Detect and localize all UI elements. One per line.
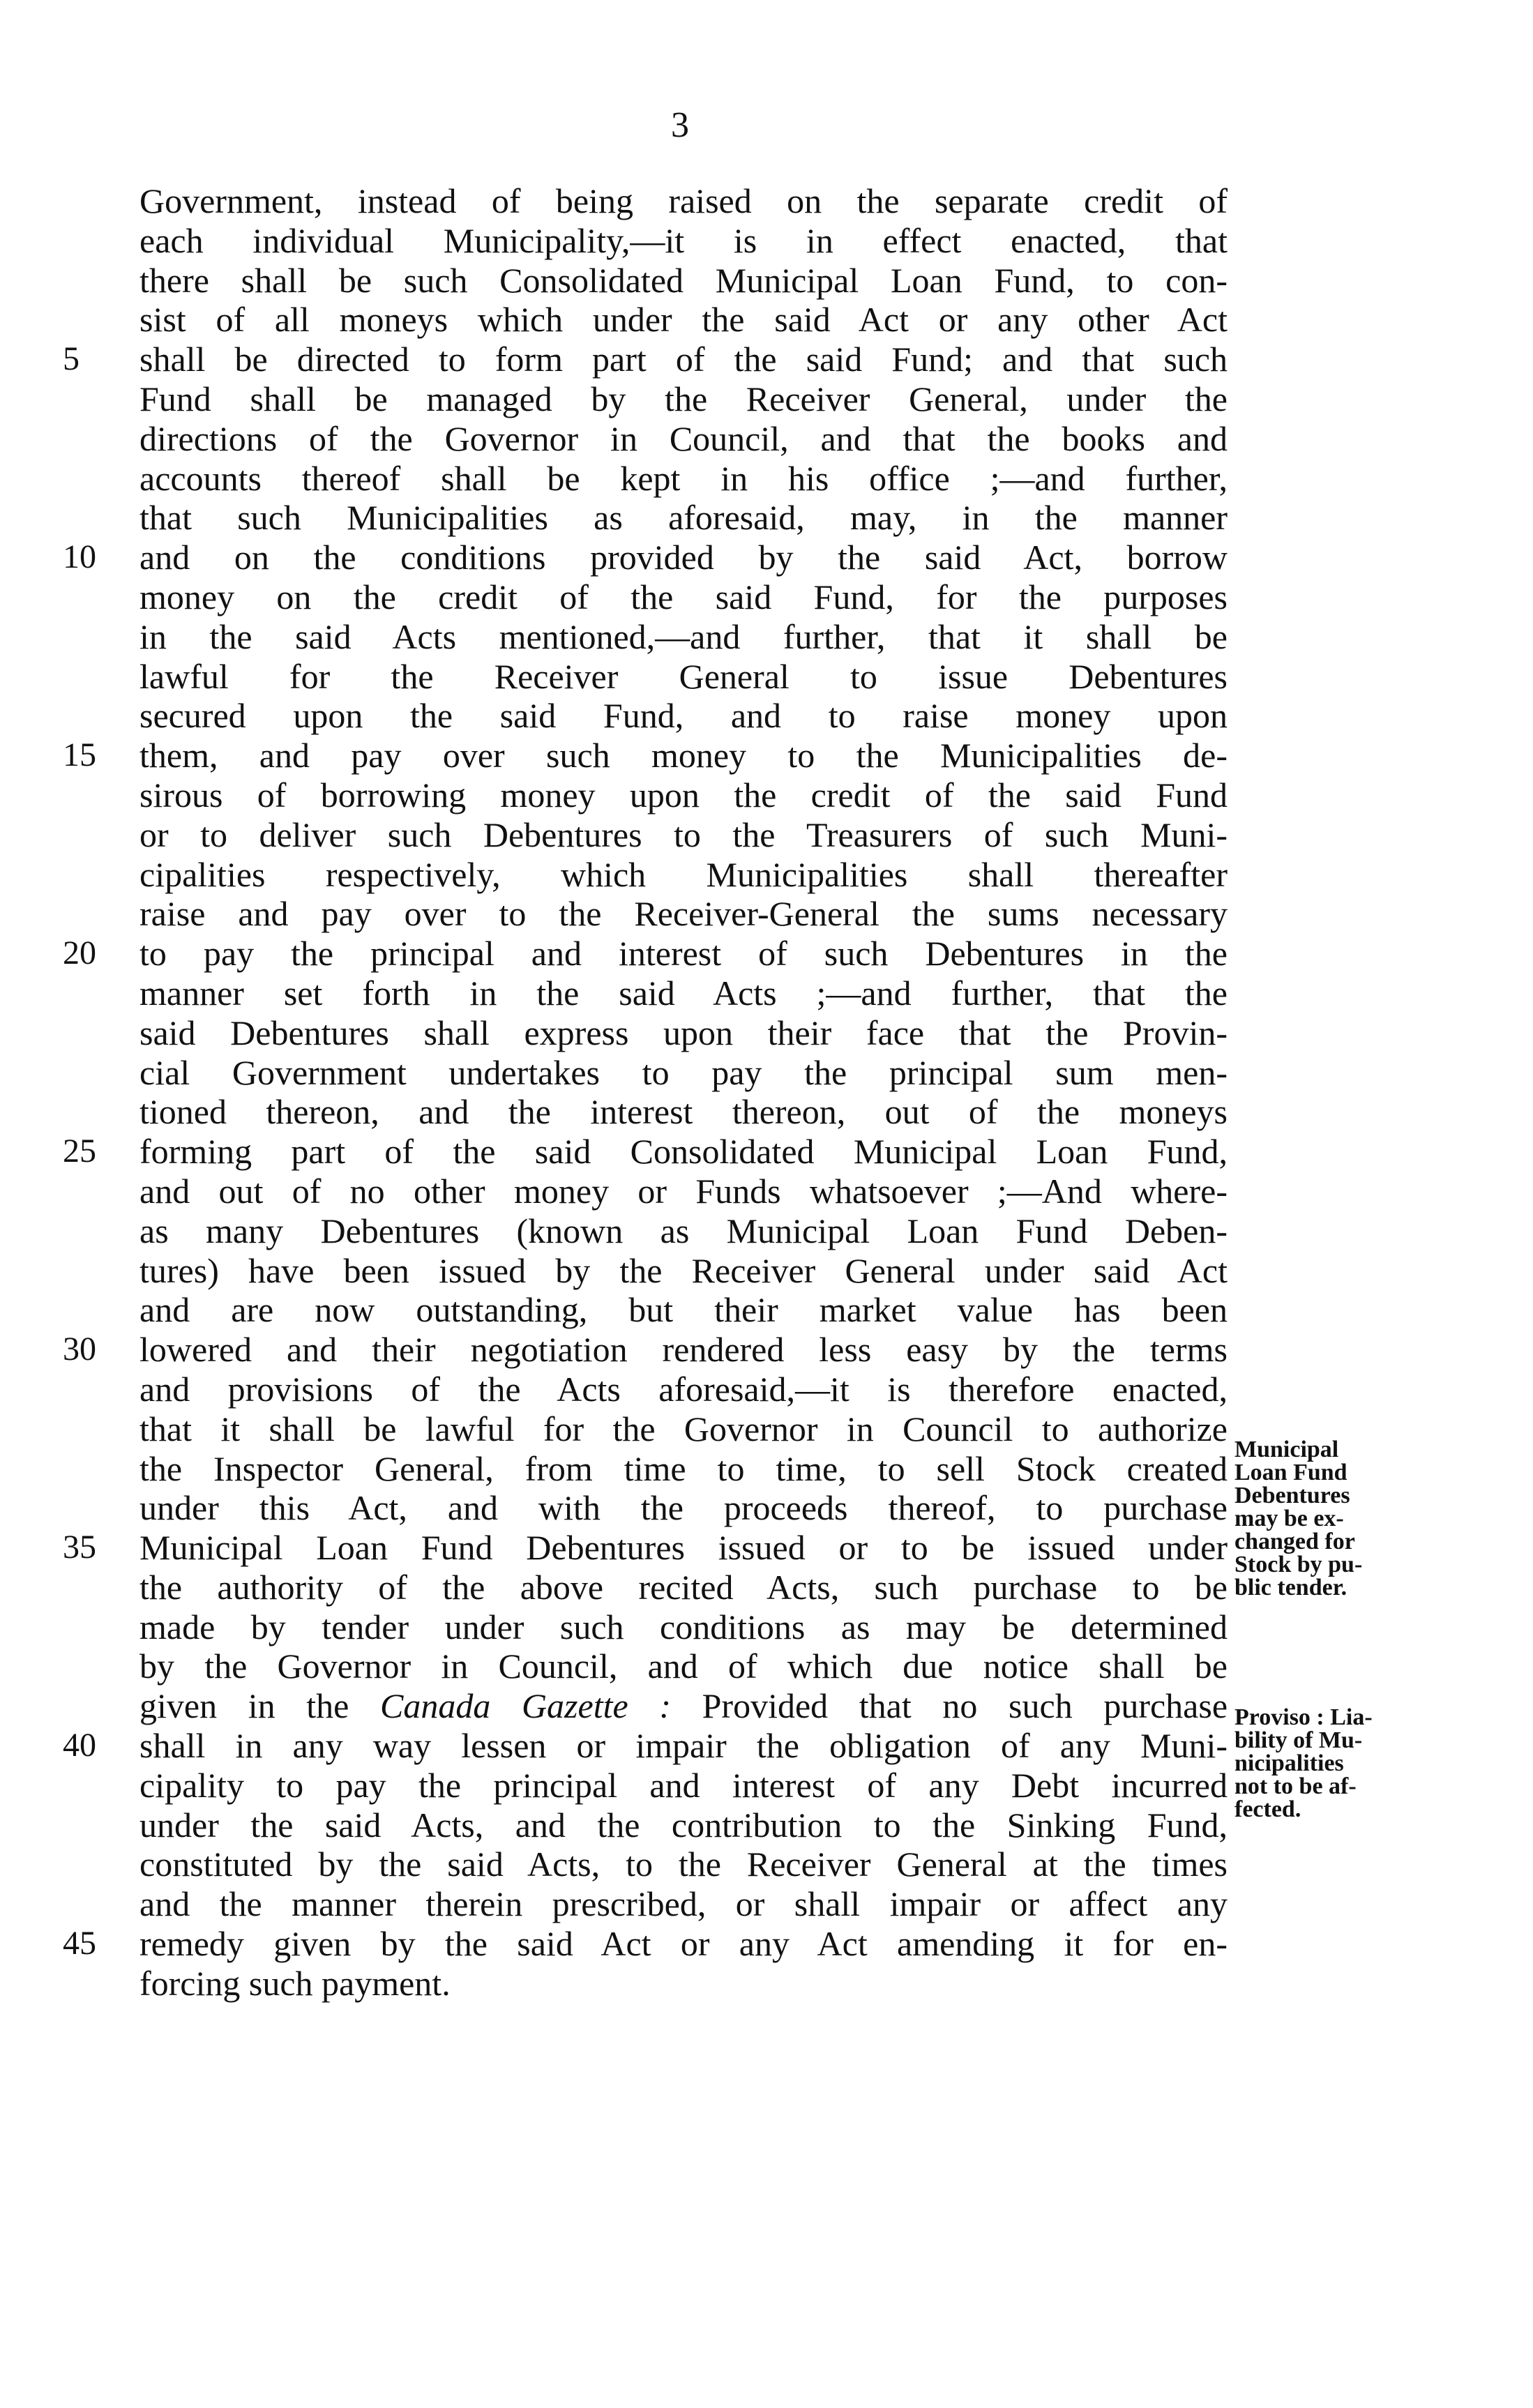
line-number-40: 40 xyxy=(63,1727,96,1764)
text-line: and on the conditions provided by the said Act, borrow xyxy=(139,538,1228,577)
text-line: the authority of the above recited Acts, such purchase to be xyxy=(139,1567,1228,1607)
text-line: each individual Municipality,—it is in effect enacted, that xyxy=(139,220,1228,260)
text-line: tures) have been issued by the Receiver General under said Act xyxy=(139,1250,1228,1290)
text-segment: given in the xyxy=(139,1686,380,1726)
sidenote-line: Municipal xyxy=(1234,1437,1339,1462)
text-line: Municipal Loan Fund Debentures issued or to be issued under xyxy=(139,1528,1228,1568)
text-line: forcing such payment. xyxy=(139,1963,451,2003)
sidenote-line: may be ex- xyxy=(1234,1506,1344,1531)
line-number-15: 15 xyxy=(63,736,96,773)
line-number-25: 25 xyxy=(63,1133,96,1169)
line-number-20: 20 xyxy=(63,934,96,971)
text-line: that it shall be lawful for the Governor in Council to authorize xyxy=(139,1409,1228,1448)
canada-gazette-italic: Canada Gazette : xyxy=(379,1686,671,1726)
sidenote-line: blic tender. xyxy=(1234,1575,1347,1600)
line-number-10: 10 xyxy=(63,538,96,575)
text-line-gazette xyxy=(139,1686,1228,1726)
text-line: directions of the Governor in Council, and that the books and xyxy=(139,418,1228,458)
text-line: tioned thereon, and the interest thereon, out of the moneys xyxy=(139,1092,1228,1132)
text-line: sist of all moneys which under the said Act or any other Act xyxy=(139,300,1228,340)
text-line: cipalities respectively, which Municipalities shall thereafter xyxy=(139,854,1228,894)
sidenote-proviso xyxy=(1234,1706,1423,1821)
sidenote-line: bility of Mu- xyxy=(1234,1727,1363,1753)
text-line: under this Act, and with the proceeds thereof, to purchase xyxy=(139,1488,1228,1528)
sidenote-line: Stock by pu- xyxy=(1234,1552,1363,1577)
text-line: constituted by the said Acts, to the Receiver General at the times xyxy=(139,1845,1228,1884)
text-line: lowered and their negotiation rendered less easy by the terms xyxy=(139,1330,1228,1370)
text-line: and the manner therein prescribed, or shall impair or affect any xyxy=(139,1884,1228,1924)
text-line: said Debentures shall express upon their face that the Provin- xyxy=(139,1013,1228,1052)
text-line: that such Municipalities as aforesaid, may, in the manner xyxy=(139,498,1228,538)
text-line: lawful for the Receiver General to issue Debentures xyxy=(139,656,1228,696)
text-line: forming part of the said Consolidated Municipal Loan Fund, xyxy=(139,1132,1228,1172)
text-line: them, and pay over such money to the Municipalities de- xyxy=(139,736,1228,775)
text-segment: Provided that no such purchase xyxy=(670,1686,1228,1726)
text-line: Government, instead of being raised on the separate credit of xyxy=(139,181,1228,220)
text-line: and provisions of the Acts aforesaid,—it is therefore enacted, xyxy=(139,1369,1228,1409)
text-line: and are now outstanding, but their market value has been xyxy=(139,1290,1228,1330)
text-line: to pay the principal and interest of such Debentures in the xyxy=(139,934,1228,974)
body-text xyxy=(139,181,1228,2004)
sidenote-line: Loan Fund xyxy=(1234,1460,1347,1485)
text-line: money on the credit of the said Fund, for the purposes xyxy=(139,577,1228,616)
text-line: accounts thereof shall be kept in his office ;—and further, xyxy=(139,458,1228,498)
text-line: and out of no other money or Funds whatsoever ;—And where- xyxy=(139,1171,1228,1211)
text-line: secured upon the said Fund, and to raise money upon xyxy=(139,696,1228,736)
page-number: 3 xyxy=(671,105,689,145)
text-line: as many Debentures (known as Municipal Loan Fund Deben- xyxy=(139,1211,1228,1250)
sidenote-line: fected. xyxy=(1234,1796,1301,1822)
text-line: cipality to pay the principal and interest of any Debt incurred xyxy=(139,1765,1228,1805)
text-line: cial Government undertakes to pay the principal sum men- xyxy=(139,1052,1228,1092)
text-line: manner set forth in the said Acts ;—and further, that the xyxy=(139,973,1228,1013)
text-line: under the said Acts, and the contribution to the Sinking Fund, xyxy=(139,1805,1228,1845)
sidenote-debenture-exchange xyxy=(1234,1438,1423,1599)
sidenote-line: changed for xyxy=(1234,1529,1355,1554)
line-number-45: 45 xyxy=(63,1925,96,1962)
text-line: Fund shall be managed by the Receiver General, under the xyxy=(139,379,1228,418)
sidenote-line: nicipalities xyxy=(1234,1750,1344,1776)
text-line: in the said Acts mentioned,—and further, that it shall be xyxy=(139,616,1228,656)
line-number-30: 30 xyxy=(63,1331,96,1368)
text-line: shall in any way lessen or impair the obligation of any Muni- xyxy=(139,1726,1228,1766)
text-line: or to deliver such Debentures to the Treasurers of such Muni- xyxy=(139,815,1228,854)
sidenote-line: Debentures xyxy=(1234,1483,1350,1508)
text-line: remedy given by the said Act or any Act amending it for en- xyxy=(139,1924,1228,1964)
text-line: raise and pay over to the Receiver-General the sums necessary xyxy=(139,894,1228,934)
line-number-35: 35 xyxy=(63,1529,96,1566)
text-line: made by tender under such conditions as may be determined xyxy=(139,1607,1228,1646)
text-line: by the Governor in Council, and of which due notice shall be xyxy=(139,1646,1228,1686)
text-line: sirous of borrowing money upon the credit of the said Fund xyxy=(139,775,1228,815)
sidenote-line: Proviso : Lia- xyxy=(1234,1704,1373,1730)
text-line: the Inspector General, from time to time, to sell Stock created xyxy=(139,1448,1228,1488)
text-line: shall be directed to form part of the said Fund; and that such xyxy=(139,340,1228,379)
sidenote-line: not to be af- xyxy=(1234,1773,1357,1799)
text-line: there shall be such Consolidated Municipal Loan Fund, to con- xyxy=(139,260,1228,300)
line-number-5: 5 xyxy=(63,340,80,377)
